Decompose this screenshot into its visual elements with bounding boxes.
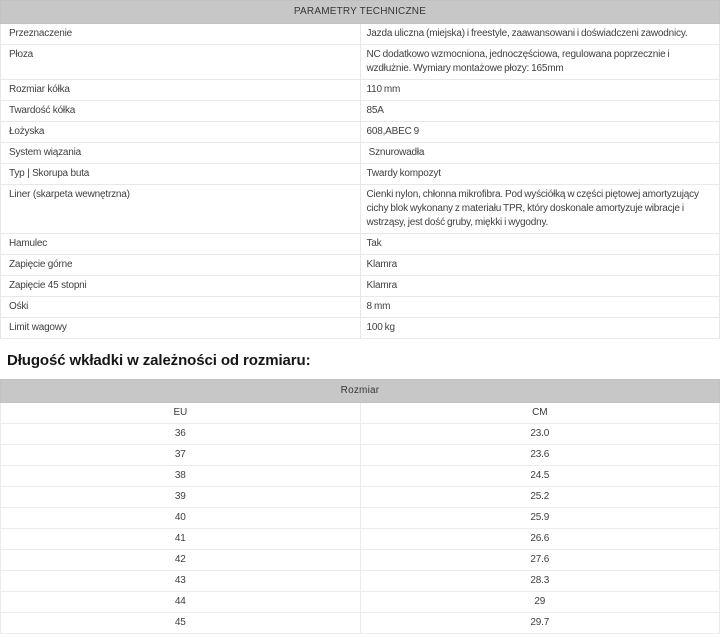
spec-value: 8 mm — [360, 297, 720, 318]
insole-length-heading: Długość wkładki w zależności od rozmiaru: — [7, 352, 311, 369]
size-columns-row — [1, 403, 720, 424]
size-cm-cell: 29 — [360, 592, 720, 613]
size-row — [1, 592, 720, 613]
spec-value: 110 mm — [360, 80, 720, 101]
size-cm-cell: 25.9 — [360, 508, 720, 529]
spec-value: NC dodatkowo wzmocniona, jednoczęściowa, regulowana poprzecznie i wzdłużnie. Wymiary montażowe płozy: 165mm — [360, 45, 720, 80]
spec-value: 85A — [360, 101, 720, 122]
spec-value: Cienki nylon, chłonna mikrofibra. Pod wyściółką w części piętowej amortyzujący cichy blok wykonany z materiału TPR, który doskonale amortyzuje wibracje i wstrząsy, jest dość gruby, miękki i wygodny. — [360, 185, 720, 234]
spec-row — [1, 122, 720, 143]
spec-label: Ośki — [1, 297, 361, 318]
size-eu-cell: 44 — [1, 592, 361, 613]
spec-label: Hamulec — [1, 234, 361, 255]
spec-row — [1, 297, 720, 318]
spec-row — [1, 276, 720, 297]
spec-row — [1, 45, 720, 80]
size-cm-cell: 23.6 — [360, 445, 720, 466]
size-eu-cell: 40 — [1, 508, 361, 529]
spec-value: Tak — [360, 234, 720, 255]
size-cm-cell: 26.6 — [360, 529, 720, 550]
spec-label: Zapięcie górne — [1, 255, 361, 276]
spec-label: Zapięcie 45 stopni — [1, 276, 361, 297]
spec-row — [1, 318, 720, 339]
size-cm-cell: 25.2 — [360, 487, 720, 508]
size-row — [1, 529, 720, 550]
size-cm-cell: 29.7 — [360, 613, 720, 634]
spec-row — [1, 255, 720, 276]
spec-row — [1, 164, 720, 185]
size-cm-cell: 27.6 — [360, 550, 720, 571]
size-eu-cell: 43 — [1, 571, 361, 592]
size-cm-cell: 23.0 — [360, 424, 720, 445]
size-column-header: EU — [1, 403, 361, 424]
size-row — [1, 550, 720, 571]
size-table-body — [1, 403, 720, 634]
spec-label: Przeznaczenie — [1, 24, 361, 45]
size-eu-cell: 39 — [1, 487, 361, 508]
spec-row — [1, 101, 720, 122]
spec-table-title: PARAMETRY TECHNICZNE — [1, 1, 720, 24]
size-row — [1, 571, 720, 592]
size-cm-cell: 24.5 — [360, 466, 720, 487]
size-table-title: Rozmiar — [1, 380, 720, 403]
size-row — [1, 613, 720, 634]
size-cm-cell: 28.3 — [360, 571, 720, 592]
spec-label: Łożyska — [1, 122, 361, 143]
spec-label: System wiązania — [1, 143, 361, 164]
size-eu-cell: 41 — [1, 529, 361, 550]
spec-value: Klamra — [360, 276, 720, 297]
size-eu-cell: 38 — [1, 466, 361, 487]
size-table — [0, 379, 720, 634]
size-table-title-row — [1, 380, 720, 403]
spec-label: Typ | Skorupa buta — [1, 164, 361, 185]
spec-row — [1, 80, 720, 101]
size-eu-cell: 45 — [1, 613, 361, 634]
spec-table-title-row — [1, 1, 720, 24]
spec-label: Liner (skarpeta wewnętrzna) — [1, 185, 361, 234]
spec-label: Limit wagowy — [1, 318, 361, 339]
size-row — [1, 487, 720, 508]
size-eu-cell: 37 — [1, 445, 361, 466]
size-row — [1, 424, 720, 445]
spec-value: Twardy kompozyt — [360, 164, 720, 185]
size-table-head — [1, 380, 720, 403]
spec-row — [1, 234, 720, 255]
size-eu-cell: 42 — [1, 550, 361, 571]
spec-value: 608,ABEC 9 — [360, 122, 720, 143]
spec-value: 100 kg — [360, 318, 720, 339]
size-column-header: CM — [360, 403, 720, 424]
size-row — [1, 466, 720, 487]
size-eu-cell: 36 — [1, 424, 361, 445]
spec-label: Rozmiar kółka — [1, 80, 361, 101]
spec-row — [1, 24, 720, 45]
spec-value: Jazda uliczna (miejska) i freestyle, zaawansowani i doświadczeni zawodnicy. — [360, 24, 720, 45]
spec-label: Twardość kółka — [1, 101, 361, 122]
spec-value: Klamra — [360, 255, 720, 276]
spec-table-head — [1, 1, 720, 24]
size-row — [1, 508, 720, 529]
spec-table-body — [1, 24, 720, 339]
spec-label: Płoza — [1, 45, 361, 80]
spec-row — [1, 143, 720, 164]
spec-value: Sznurowadła — [360, 143, 720, 164]
spec-row — [1, 185, 720, 234]
size-row — [1, 445, 720, 466]
